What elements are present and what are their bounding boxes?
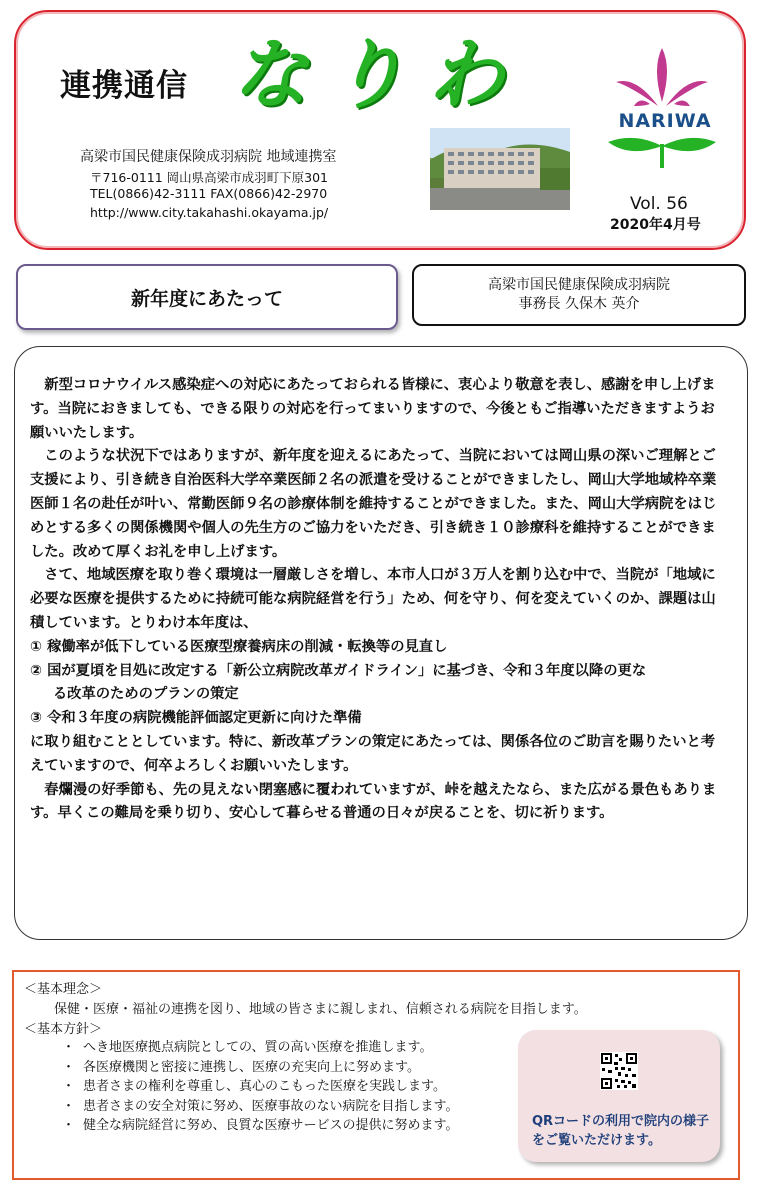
qr-caption: QRコードの利用で院内の様子をご覧いただけます。 [532, 1114, 710, 1148]
list-item-1: ① 稼働率が低下している医療型療養病床の削減・転換等の見直し [30, 638, 448, 655]
article-body [30, 374, 726, 826]
policy-item: ・ 健全な病院経営に努め、良質な医療サービスの提供に努めます。 [62, 1116, 458, 1136]
author-organization: 高梁市国民健康保険成羽病院 [488, 277, 670, 293]
nariwa-title: なりわ [232, 30, 526, 119]
nariwa-logo [600, 46, 730, 176]
policy-item: ・ 患者さまの安全対策に努め、医療事故のない病院を目指します。 [62, 1097, 458, 1117]
paragraph-3: さて、地域医療を取り巻く環境は一層厳しさを増し、本市人口が３万人を割り込む中で、当院が「地域に必要な医療を提供するために持続可能な病院経営を行う」ため、何を守り、何を変えていくのか、課題は山積しています。とりわけ本年度は、 [30, 567, 716, 631]
author-box [412, 264, 746, 326]
policy-list [62, 1038, 458, 1136]
website-link[interactable]: http://www.city.takahashi.okayama.jp/ [90, 205, 329, 220]
qr-code-icon[interactable] [600, 1052, 638, 1090]
policy-item: ・ へき地医療拠点病院としての、質の高い医療を推進します。 [62, 1038, 458, 1058]
paragraph-4: に取り組むこととしています。特に、新改革プランの策定にあたっては、関係各位のご助言を賜りたいと考えていますので、何卒よろしくお願いいたします。 [30, 733, 716, 774]
author-name: 事務長 久保木 英介 [518, 296, 640, 312]
hospital-photo [430, 128, 570, 210]
postal-address: 〒716-0111 岡山県高梁市成羽町下原301 [90, 170, 329, 185]
phone-fax: TEL(0866)42-3111 FAX(0866)42-2970 [90, 186, 328, 201]
newsletter-title: 連携通信 [60, 68, 188, 104]
policy-item: ・ 患者さまの権利を尊重し、真心のこもった医療を実践します。 [62, 1077, 458, 1097]
basic-philosophy-text: 保健・医療・福祉の連携を図り、地域の皆さまに親しまれ、信頼される病院を目指します。 [54, 1002, 587, 1017]
paragraph-1: 新型コロナウイルス感染症への対応にあたっておられる皆様に、衷心より敬意を表し、感謝を申し上げます。当院におきましても、できる限りの対応を行ってまいりますので、今後ともご指導いただきますようお願いいたします。 [30, 377, 716, 441]
list-item-2: ② 国が夏頃を目処に改定する「新公立病院改革ガイドライン」に基づき、令和３年度以降の更な [30, 662, 647, 679]
hospital-name: 高梁市国民健康保険成羽病院 地域連携室 [80, 149, 337, 165]
logo-text: NARIWA [618, 110, 712, 132]
basic-policy-heading: ＜基本方針＞ [24, 1022, 103, 1037]
basic-philosophy-heading: ＜基本理念＞ [24, 982, 103, 997]
list-item-2-cont: る改革のためのプランの策定 [52, 686, 239, 703]
article-title-text: 新年度にあたって [130, 287, 283, 310]
article-title [16, 264, 398, 330]
volume-number: Vol. 56 [630, 194, 688, 214]
paragraph-2: このような状況下ではありますが、新年度を迎えるにあたって、当院においては岡山県の深いご理解とご支援により、引き続き自治医科大学卒業医師２名の派遣を受けることができましたし、岡山大学地域枠卒業医師１名の赴任が叶い、常勤医師９名の診療体制を維持することができました。また、岡山大学病院をはじめとする多くの関係機関や個人の先生方のご協力をいただき、引き続き１０診療科を維持することができました。改めて厚くお礼を申し上げます。 [30, 448, 717, 560]
list-item-3: ③ 令和３年度の病院機能評価認定更新に向けた準備 [30, 710, 362, 727]
paragraph-5: 春爛漫の好季節も、先の見えない閉塞感に覆われていますが、峠を越えたなら、また広がる景色もあります。早くこの難局を乗り切り、安心して暮らせる普通の日々が戻ることを、切に祈ります。 [30, 781, 717, 822]
policy-item: ・ 各医療機関と密接に連携し、医療の充実向上に努めます。 [62, 1058, 458, 1078]
issue-date: 2020年4月号 [610, 217, 701, 233]
